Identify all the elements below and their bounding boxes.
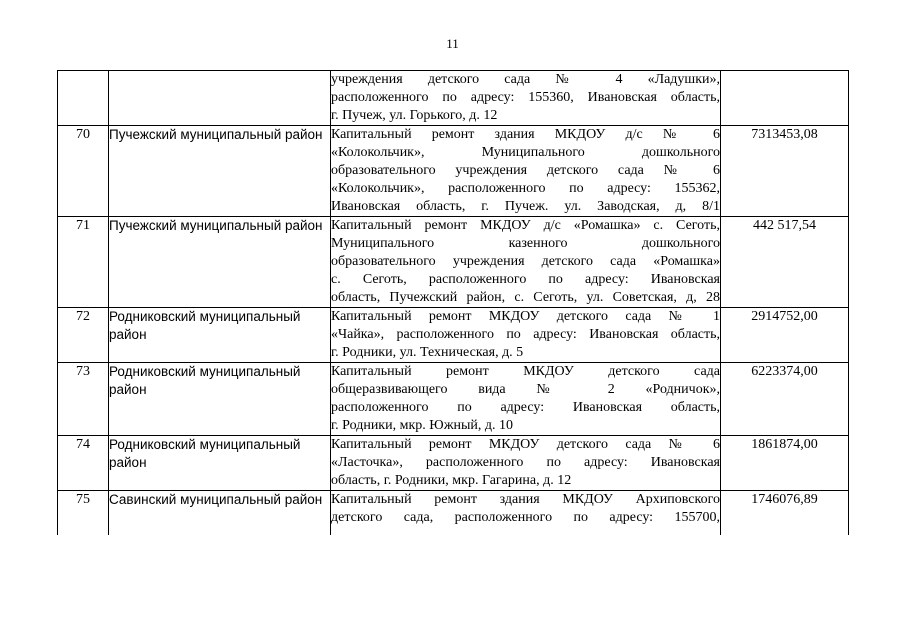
description-line: Капитальный ремонт МКДОУ детского сада № 1 [331,309,720,324]
row-number: 72 [58,308,109,363]
amount: 442 517,54 [721,217,849,308]
row-number: 70 [58,126,109,217]
description-line: Капитальный ремонт здания МКДОУ Архиповского [331,492,720,507]
row-number [58,71,109,126]
description-line: учреждения детского сада № 4 «Ладушки», [331,72,720,87]
table-row [58,308,849,363]
page-number: 11 [446,36,459,51]
description-line: детского сада, расположенного по адресу: 155700, [331,510,720,525]
project-description [331,436,721,491]
funding-table [57,70,849,535]
table-row [58,71,849,126]
table-row [58,436,849,491]
row-number: 73 [58,363,109,436]
description-line: образовательного учреждения детского сада № 6 [331,163,720,178]
description-line: Муниципального казенного дошкольного [331,236,720,251]
row-number: 71 [58,217,109,308]
district-name [109,71,331,126]
project-description [331,363,721,436]
project-description [331,308,721,363]
amount: 2914752,00 [721,308,849,363]
row-number: 75 [58,491,109,536]
table-row [58,217,849,308]
description-line: Капитальный ремонт МКДОУ детского сада № 6 [331,437,720,452]
description-line: образовательного учреждения детского сада «Ромашка» [331,254,720,269]
description-line: расположенного по адресу: Ивановская область, [331,400,720,415]
description-line: расположенного по адресу: 155360, Ивановская область, [331,90,720,105]
table-row [58,363,849,436]
description-line: г. Пучеж, ул. Горького, д. 12 [331,108,498,123]
description-line: область, г. Родники, мкр. Гагарина, д. 12 [331,473,572,488]
district-name: Пучежский муниципальный район [109,126,331,217]
description-line: область, Пучежский район, с. Сеготь, ул. Советская, д, 28 [331,290,720,305]
description-line: общеразвивающего вида № 2 «Родничок», [331,382,720,397]
row-number: 74 [58,436,109,491]
amount: 6223374,00 [721,363,849,436]
description-line: «Колокольчик», расположенного по адресу: 155362, [331,181,720,196]
district-name: Родниковский муниципальный район [109,308,331,363]
district-name: Савинский муниципальный район [109,491,331,536]
amount: 1746076,89 [721,491,849,536]
amount: 1861874,00 [721,436,849,491]
district-name: Родниковский муниципальный район [109,363,331,436]
project-description [331,217,721,308]
description-line: «Колокольчик», Муниципального дошкольного [331,145,720,160]
amount [721,71,849,126]
table-row [58,491,849,536]
amount: 7313453,08 [721,126,849,217]
project-description [331,491,721,536]
table-row [58,126,849,217]
description-line: Капитальный ремонт МКДОУ детского сада [331,364,720,379]
description-line: с. Сеготь, расположенного по адресу: Ивановская [331,272,720,287]
description-line: «Ласточка», расположенного по адресу: Ивановская [331,455,720,470]
description-line: г. Родники, мкр. Южный, д. 10 [331,418,514,433]
project-description [331,71,721,126]
project-description [331,126,721,217]
description-line: Капитальный ремонт здания МКДОУ д/с № 6 [331,127,720,142]
district-name: Пучежский муниципальный район [109,217,331,308]
description-line: г. Родники, ул. Техническая, д. 5 [331,345,524,360]
description-line: Капитальный ремонт МКДОУ д/с «Ромашка» с. Сеготь, [331,218,720,233]
description-line: Ивановская область, г. Пучеж. ул. Заводская, д, 8/1 [331,199,720,214]
district-name: Родниковский муниципальный район [109,436,331,491]
description-line: «Чайка», расположенного по адресу: Ивановская область, [331,327,720,342]
